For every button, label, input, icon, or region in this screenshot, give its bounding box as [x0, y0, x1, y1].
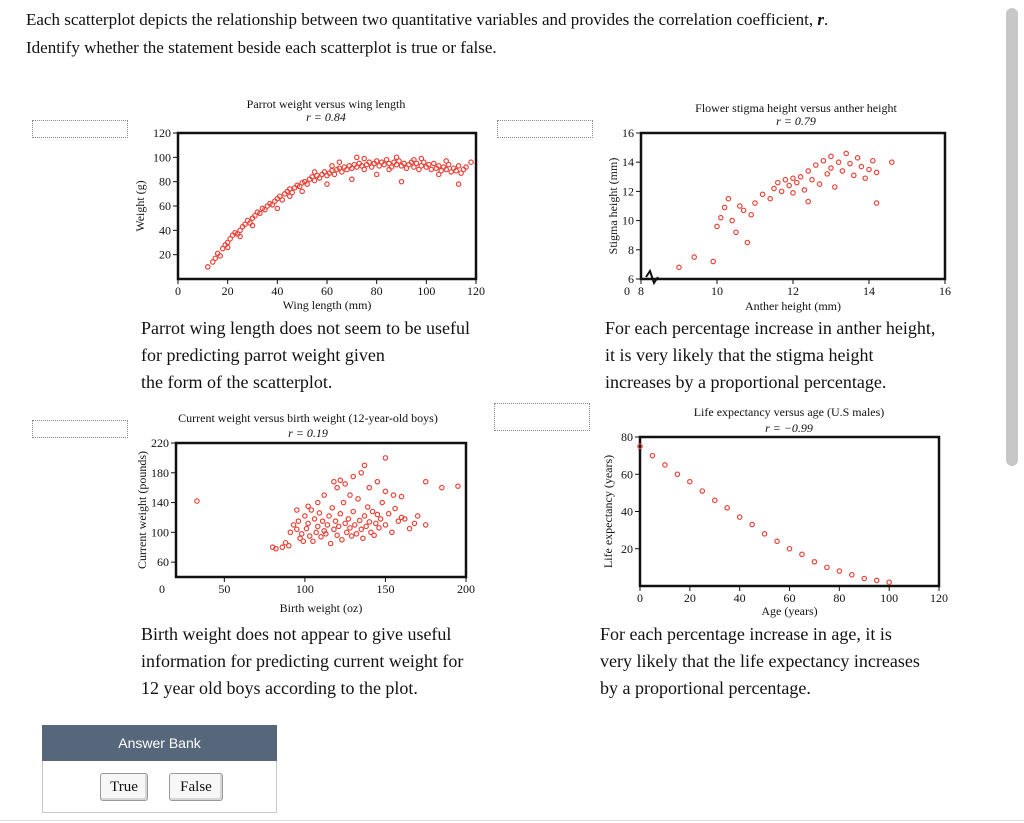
y-tick-label: 100	[153, 150, 171, 165]
statement-line: Birth weight does not appear to give useful	[141, 624, 452, 644]
data-point	[730, 218, 734, 222]
x-tick-label: 100	[417, 284, 436, 298]
x-tick-label: 80	[370, 284, 383, 298]
x-tick-label: 20	[683, 591, 696, 605]
data-point	[469, 160, 473, 164]
x-tick-label: 40	[733, 591, 746, 605]
statement-life	[600, 621, 920, 702]
data-point	[325, 523, 329, 527]
data-point	[350, 177, 354, 181]
chart-title: Parrot weight versus wing length	[246, 97, 406, 111]
data-point	[340, 170, 344, 174]
x-tick-label: 100	[880, 591, 899, 605]
data-point	[791, 191, 795, 195]
instructions-line-2: Identify whether the statement beside each scatterplot is true or false.	[26, 38, 497, 57]
y-tick-label: 6	[628, 272, 634, 286]
data-point	[814, 163, 818, 167]
y-tick-label: 16	[622, 126, 634, 140]
data-point	[456, 182, 460, 186]
data-point	[783, 178, 787, 182]
data-point	[825, 172, 829, 176]
data-point	[862, 576, 866, 580]
data-point	[213, 256, 217, 260]
data-point	[306, 521, 310, 525]
x-tick-label: 80	[833, 591, 846, 605]
answer-dropzone-life[interactable]	[494, 403, 590, 431]
x-tick-label: 100	[295, 582, 314, 596]
x-tick-label: 150	[376, 582, 395, 596]
statement-line: Parrot wing length does not seem to be useful	[141, 318, 470, 338]
x-tick-label: 20	[221, 284, 234, 298]
data-point	[374, 172, 378, 176]
x-tick-label: 0	[624, 284, 630, 298]
answer-dropzone-flower[interactable]	[497, 120, 593, 138]
data-point	[306, 504, 310, 508]
data-point	[692, 255, 696, 259]
y-tick-label: 8	[628, 242, 634, 257]
data-point	[319, 535, 323, 539]
data-point	[351, 474, 355, 478]
true-chip[interactable]: True	[100, 773, 148, 801]
y-tick-label: 12	[622, 184, 634, 199]
statement-line: very likely that the life expectancy increases	[600, 651, 920, 671]
data-point	[390, 530, 394, 534]
scatterplot-life	[600, 400, 955, 622]
data-point	[327, 514, 331, 518]
data-point	[715, 224, 719, 228]
chart-title: Flower stigma height versus anther height	[695, 101, 897, 115]
statement-line: it is very likely that the stigma height	[605, 345, 874, 365]
data-point	[874, 170, 878, 174]
data-point	[855, 156, 859, 160]
data-point	[343, 482, 347, 486]
chart-title: Current weight versus birth weight (12-year-old boys)	[178, 411, 438, 425]
answer-dropzone-parrot[interactable]	[32, 120, 128, 138]
answer-bank	[42, 761, 277, 813]
data-point	[378, 517, 382, 521]
data-point	[340, 538, 344, 542]
data-point	[337, 524, 341, 528]
data-point	[791, 176, 795, 180]
data-point	[303, 514, 307, 518]
data-point	[836, 160, 840, 164]
y-tick-label: 120	[153, 126, 171, 140]
data-point	[867, 167, 871, 171]
data-point	[320, 519, 324, 523]
data-point	[317, 511, 321, 515]
data-point	[775, 539, 779, 543]
statement-line: 12 year old boys according to the plot.	[141, 678, 418, 698]
data-point	[367, 520, 371, 524]
data-point	[374, 521, 378, 525]
data-point	[375, 512, 379, 516]
data-point	[394, 155, 398, 159]
data-point	[349, 534, 353, 538]
data-point	[314, 530, 318, 534]
data-point	[316, 524, 320, 528]
data-point	[357, 518, 361, 522]
data-point	[750, 522, 754, 526]
data-point	[700, 489, 704, 493]
data-point	[287, 544, 291, 548]
data-point	[437, 172, 441, 176]
y-axis-label: Current weight (pounds)	[135, 451, 149, 569]
data-point	[456, 164, 460, 168]
data-point	[372, 533, 376, 537]
data-point	[300, 189, 304, 193]
y-tick-label: 80	[159, 174, 171, 189]
statement-flower	[605, 315, 935, 396]
data-point	[762, 532, 766, 536]
data-point	[432, 161, 436, 165]
data-point	[419, 156, 423, 160]
chart-title: Life expectancy versus age (U.S males)	[693, 405, 885, 419]
correlation-label: r = −0.99	[765, 421, 813, 435]
data-point	[364, 524, 368, 528]
y-tick-label: 140	[151, 495, 169, 510]
data-point	[355, 155, 359, 159]
data-point	[829, 166, 833, 170]
data-point	[367, 485, 371, 489]
data-point	[852, 173, 856, 177]
y-axis-label: Weight (g)	[133, 180, 147, 232]
y-tick-label: 180	[151, 465, 169, 480]
data-point	[440, 485, 444, 489]
data-point	[738, 204, 742, 208]
data-point	[322, 493, 326, 497]
data-point	[859, 164, 863, 168]
correlation-label: r = 0.84	[306, 110, 346, 124]
data-point	[407, 526, 411, 530]
data-point	[737, 515, 741, 519]
data-point	[711, 259, 715, 263]
data-point	[348, 526, 352, 530]
data-point	[412, 521, 416, 525]
y-tick-label: 80	[621, 430, 633, 444]
data-point	[875, 578, 879, 582]
data-point	[338, 478, 342, 482]
statement-birth	[141, 621, 463, 702]
data-point	[312, 170, 316, 174]
data-point	[890, 160, 894, 164]
data-point	[291, 523, 295, 527]
statement-parrot	[141, 315, 470, 396]
data-point	[362, 167, 366, 171]
data-point	[772, 186, 776, 190]
data-point	[837, 569, 841, 573]
y-tick-label: 14	[622, 155, 634, 170]
data-point	[806, 169, 810, 173]
y-tick-label: 10	[622, 213, 634, 228]
data-point	[362, 514, 366, 518]
divider	[0, 820, 1024, 821]
data-point	[295, 508, 299, 512]
data-point	[424, 523, 428, 527]
data-point	[343, 521, 347, 525]
data-point	[399, 179, 403, 183]
data-point	[456, 484, 460, 488]
data-point	[330, 164, 334, 168]
data-point	[348, 493, 352, 497]
data-point	[745, 240, 749, 244]
y-tick-label: 60	[621, 467, 633, 482]
x-axis-label: Age (years)	[761, 604, 818, 618]
data-point	[825, 565, 829, 569]
data-point	[362, 156, 366, 160]
data-point	[806, 199, 810, 203]
data-point	[768, 197, 772, 201]
data-point	[787, 547, 791, 551]
y-tick-label: 100	[151, 525, 169, 540]
data-point	[810, 178, 814, 182]
statement-line: For each percentage increase in anther height,	[605, 318, 936, 338]
x-axis-label: Anther height (mm)	[745, 299, 841, 313]
data-point	[206, 265, 210, 269]
data-point	[280, 198, 284, 202]
data-point	[380, 500, 384, 504]
data-point	[800, 552, 804, 556]
data-point	[304, 526, 308, 530]
data-point	[353, 523, 357, 527]
data-point	[391, 493, 395, 497]
data-point	[887, 580, 891, 584]
data-point	[346, 517, 350, 521]
data-point	[345, 530, 349, 534]
data-point	[366, 505, 370, 509]
data-point	[354, 532, 358, 536]
y-axis-label: Stigma height (mm)	[606, 157, 620, 255]
x-tick-label: 16	[939, 284, 951, 298]
data-point	[844, 151, 848, 155]
answer-bank-header: Answer Bank	[42, 725, 277, 761]
data-point	[840, 169, 844, 173]
data-point	[299, 532, 303, 536]
statement-line: the form of the scatterplot.	[141, 372, 333, 392]
false-chip[interactable]: False	[169, 773, 223, 801]
data-point	[795, 180, 799, 184]
x-tick-label: 40	[271, 284, 284, 298]
data-point	[288, 194, 292, 198]
data-point	[383, 523, 387, 527]
data-point	[328, 541, 332, 545]
statement-line: For each percentage increase in age, it is	[600, 624, 892, 644]
data-point	[719, 215, 723, 219]
statement-line: increases by a proportional percentage.	[605, 372, 887, 392]
data-point	[338, 512, 342, 516]
statement-line: by a proportional percentage.	[600, 678, 811, 698]
x-tick-label: 120	[467, 284, 485, 298]
data-point	[874, 201, 878, 205]
scrollbar[interactable]	[1006, 8, 1018, 466]
instructions-line-1: Each scatterplot depicts the relationship between two quantitative variables and provides the correlation coefficient, r.	[26, 10, 829, 29]
data-point	[288, 530, 292, 534]
x-tick-label: 14	[863, 284, 875, 298]
data-point	[802, 188, 806, 192]
y-tick-label: 20	[621, 541, 633, 556]
y-tick-label: 40	[621, 504, 633, 519]
data-point	[677, 265, 681, 269]
data-point	[383, 489, 387, 493]
y-tick-label: 20	[159, 247, 171, 262]
y-tick-label: 220	[151, 436, 169, 450]
data-point	[359, 527, 363, 531]
data-point	[415, 514, 419, 518]
data-point	[280, 545, 284, 549]
data-point	[330, 506, 334, 510]
data-point	[821, 159, 825, 163]
instructions	[26, 6, 986, 62]
data-point	[362, 463, 366, 467]
data-point	[829, 154, 833, 158]
plot-frame	[640, 437, 939, 586]
data-point	[725, 506, 729, 510]
data-point	[312, 517, 316, 521]
data-point	[776, 180, 780, 184]
data-point	[275, 206, 279, 210]
x-tick-label: 200	[457, 582, 475, 596]
data-point	[386, 512, 390, 516]
data-point	[429, 167, 433, 171]
x-axis-label: Birth weight (oz)	[279, 601, 363, 615]
data-point	[332, 527, 336, 531]
data-point	[863, 176, 867, 180]
data-point	[341, 500, 345, 504]
x-tick-label: 0	[637, 591, 643, 605]
data-point	[351, 509, 355, 513]
data-point	[741, 208, 745, 212]
data-point	[871, 159, 875, 163]
data-point	[749, 213, 753, 217]
plot-frame	[641, 133, 945, 279]
data-point	[779, 189, 783, 193]
x-tick-label: 120	[930, 591, 948, 605]
data-point	[675, 472, 679, 476]
statement-line: information for predicting current weight for	[141, 651, 464, 671]
axis-break-icon	[646, 271, 658, 283]
data-point	[713, 498, 717, 502]
data-point	[359, 471, 363, 475]
data-point	[848, 161, 852, 165]
answer-dropzone-birth[interactable]	[32, 420, 128, 438]
data-point	[377, 526, 381, 530]
data-point	[332, 480, 336, 484]
data-point	[817, 182, 821, 186]
data-point	[356, 497, 360, 501]
data-point	[722, 205, 726, 209]
data-point	[760, 192, 764, 196]
y-tick-label: 60	[157, 555, 169, 570]
data-point	[688, 480, 692, 484]
x-axis-label: Wing length (mm)	[282, 298, 372, 312]
data-point	[301, 539, 305, 543]
data-point	[787, 183, 791, 187]
data-point	[812, 560, 816, 564]
data-point	[663, 463, 667, 467]
data-point	[332, 172, 336, 176]
x-tick-label: 8	[638, 284, 644, 298]
data-point	[195, 499, 199, 503]
y-axis-label: Life expectancy (years)	[601, 454, 615, 569]
x-tick-label: 12	[787, 284, 799, 298]
data-point	[399, 494, 403, 498]
x-tick-label: 0	[175, 284, 181, 298]
data-point	[383, 456, 387, 460]
data-point	[734, 230, 738, 234]
data-point	[335, 485, 339, 489]
data-point	[333, 519, 337, 523]
data-point	[650, 453, 654, 457]
data-point	[325, 182, 329, 186]
x-tick-label: 60	[321, 284, 333, 298]
x-tick-label: 60	[783, 591, 796, 605]
scatterplot-flower	[603, 95, 958, 315]
x-tick-label: 0	[159, 582, 165, 596]
data-point	[753, 201, 757, 205]
data-point	[337, 160, 341, 164]
data-point	[444, 159, 448, 163]
correlation-label: r = 0.79	[776, 114, 816, 128]
data-point	[833, 185, 837, 189]
plot-frame	[176, 443, 466, 577]
correlation-label: r = 0.19	[288, 426, 328, 440]
y-tick-label: 40	[159, 223, 171, 238]
statement-line: for predicting parrot weight given	[141, 345, 385, 365]
data-point	[295, 527, 299, 531]
data-point	[361, 536, 365, 540]
scatterplot-birth	[130, 405, 485, 623]
data-point	[850, 573, 854, 577]
data-point	[375, 480, 379, 484]
data-point	[798, 175, 802, 179]
data-point	[308, 534, 312, 538]
data-point	[370, 509, 374, 513]
data-point	[424, 480, 428, 484]
data-point	[316, 500, 320, 504]
y-tick-label: 60	[159, 199, 171, 213]
data-point	[726, 197, 730, 201]
data-point	[312, 178, 316, 182]
x-tick-label: 10	[711, 284, 723, 298]
scatterplot-parrot	[130, 95, 485, 315]
data-point	[311, 539, 315, 543]
x-tick-label: 50	[218, 582, 231, 596]
data-point	[393, 506, 397, 510]
data-point	[296, 519, 300, 523]
data-point	[335, 533, 339, 537]
